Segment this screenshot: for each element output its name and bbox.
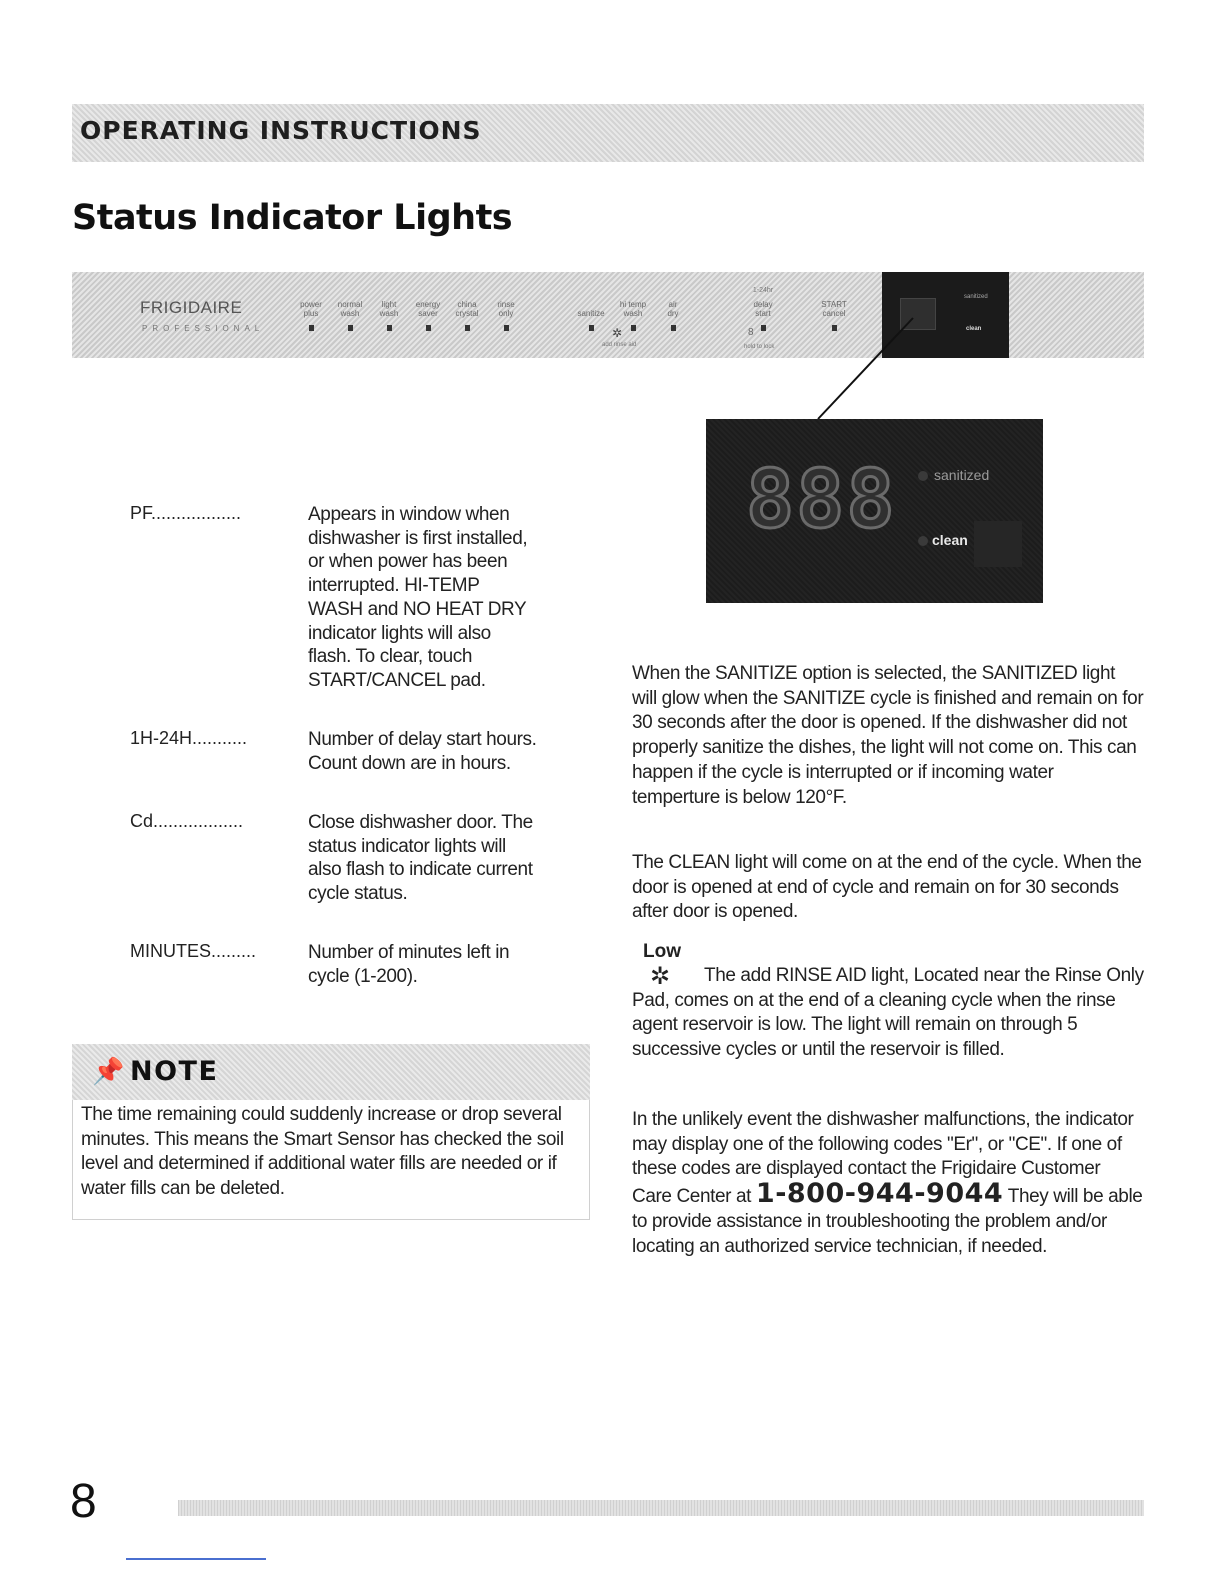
page-number: 8 <box>70 1475 97 1528</box>
callout-line <box>0 0 1224 440</box>
pad-label-top: energy <box>415 300 441 309</box>
callout-stroke <box>818 318 913 419</box>
pad-label-top: normal <box>337 300 363 309</box>
rinse-aid-low-icon: ✲ <box>650 963 671 990</box>
sanitized-led <box>918 471 928 481</box>
note-title: NOTE <box>130 1056 219 1087</box>
customer-care-phone: 1-800-944-9044 <box>755 1178 1004 1210</box>
pad-label-bottom: wash <box>340 309 360 318</box>
pad-label-bottom: plus <box>303 309 319 318</box>
pad-label-bottom: dry <box>667 309 679 318</box>
clean-indicator-label: clean <box>932 532 968 548</box>
pad-label-top: delay <box>753 300 773 309</box>
rinse-aid-paragraph: The add RINSE AID light, Located near the Rinse Only Pad, comes on at the end of a cleaning cycle when the rinse agent reservoir is low. The light will remain on through 5 successive cycles or until the reservoir is filled. <box>632 965 1144 1061</box>
code-key: PF.................. <box>130 503 242 523</box>
pad-label-bottom: cancel <box>822 309 846 318</box>
pad-label-top: START <box>821 300 847 309</box>
pad-label-top: china <box>457 300 477 309</box>
footer-band <box>178 1500 1144 1516</box>
footer-rule <box>126 1558 266 1560</box>
code-description: Number of delay start hours. Count down are in hours. <box>308 729 537 774</box>
clean-paragraph: The CLEAN light will come on at the end of the cycle. When the door is opened at end of cycle and remain on for 30 seconds after door is opened. <box>632 852 1142 923</box>
code-key: MINUTES......... <box>130 941 257 961</box>
pad-label-top: power <box>300 300 322 309</box>
pushpin-icon: 📌 <box>92 1056 125 1086</box>
brand-logo: FRIGIDAIRE <box>140 298 243 317</box>
pad-label-top: rinse <box>497 300 515 309</box>
display-digits: 888 <box>746 453 897 546</box>
code-description: Number of minutes left in cycle (1-200). <box>308 942 510 987</box>
pad-label-top: hi temp <box>619 300 647 309</box>
code-key: Cd.................. <box>130 811 244 831</box>
display-faint-box <box>974 521 1022 567</box>
pad-label-bottom: start <box>755 309 771 318</box>
mini-sanitized-label: sanitized <box>964 294 988 300</box>
sanitize-paragraph: When the SANITIZE option is selected, the SANITIZED light will glow when the SANITIZE cycle is finished and remain on for 30 seconds after the door is opened. If the dishwasher did not properly sanitize the dishes, the light will not come on. This can happen if the cycle is interrupted or if incoming water temperture is below 120°F. <box>632 663 1144 808</box>
malfunction-tail: They will be able to provide assistance in troubleshooting the problem and/or locating an authorized service technician, if needed. <box>632 1186 1143 1257</box>
rinse-aid-icon: ✲ <box>612 326 623 340</box>
pad-label-bottom: crystal <box>455 309 479 318</box>
low-label: Low <box>643 941 681 962</box>
pad-label-bottom: only <box>498 309 514 318</box>
clean-led <box>918 536 928 546</box>
malfunction-text: In the unlikely event the dishwasher malfunctions, the indicator may display one of the following codes "Er", or "CE". If one of these codes are displayed contact the Frigidaire Customer Care Center at <box>632 1109 1134 1208</box>
pad-label-bottom: saver <box>418 309 438 318</box>
pad-label-top: light <box>381 300 397 309</box>
code-key: 1H-24H........... <box>130 728 248 748</box>
pad-label-top: air <box>668 300 678 309</box>
note-header <box>72 1044 590 1100</box>
malfunction-paragraph <box>632 1108 1144 1259</box>
mini-clean-label: clean <box>966 326 982 332</box>
lock-label: hold to lock <box>744 344 775 350</box>
note-body: The time remaining could suddenly increase or drop several minutes. This means the Smart Sensor has checked the soil level and determined if additional water fills are needed or if water fills can be deleted. <box>72 1100 590 1220</box>
code-description: Close dishwasher door. The status indicator lights will also flash to indicate current cycle status. <box>308 812 533 905</box>
pad-label-hours: 1-24hr <box>752 287 774 294</box>
pad-label-bottom: wash <box>623 309 643 318</box>
section-heading: OPERATING INSTRUCTIONS <box>80 116 482 145</box>
brand-subtitle: PROFESSIONAL <box>142 324 265 333</box>
page-title: Status Indicator Lights <box>72 198 513 238</box>
code-description: Appears in window when dishwasher is first installed, or when power has been interrupted. HI-TEMP WASH and NO HEAT DRY indicator lights will also flash. To clear, touch START/CANCEL pad. <box>308 504 528 691</box>
enlarged-display <box>706 419 1043 603</box>
delay-digit: 8 <box>748 327 754 338</box>
rinse-aid-label: add rinse aid <box>602 342 637 348</box>
sanitized-indicator-label: sanitized <box>934 467 990 483</box>
pad-label-bottom: wash <box>379 309 399 318</box>
pad-label-bottom: sanitize <box>577 309 605 318</box>
